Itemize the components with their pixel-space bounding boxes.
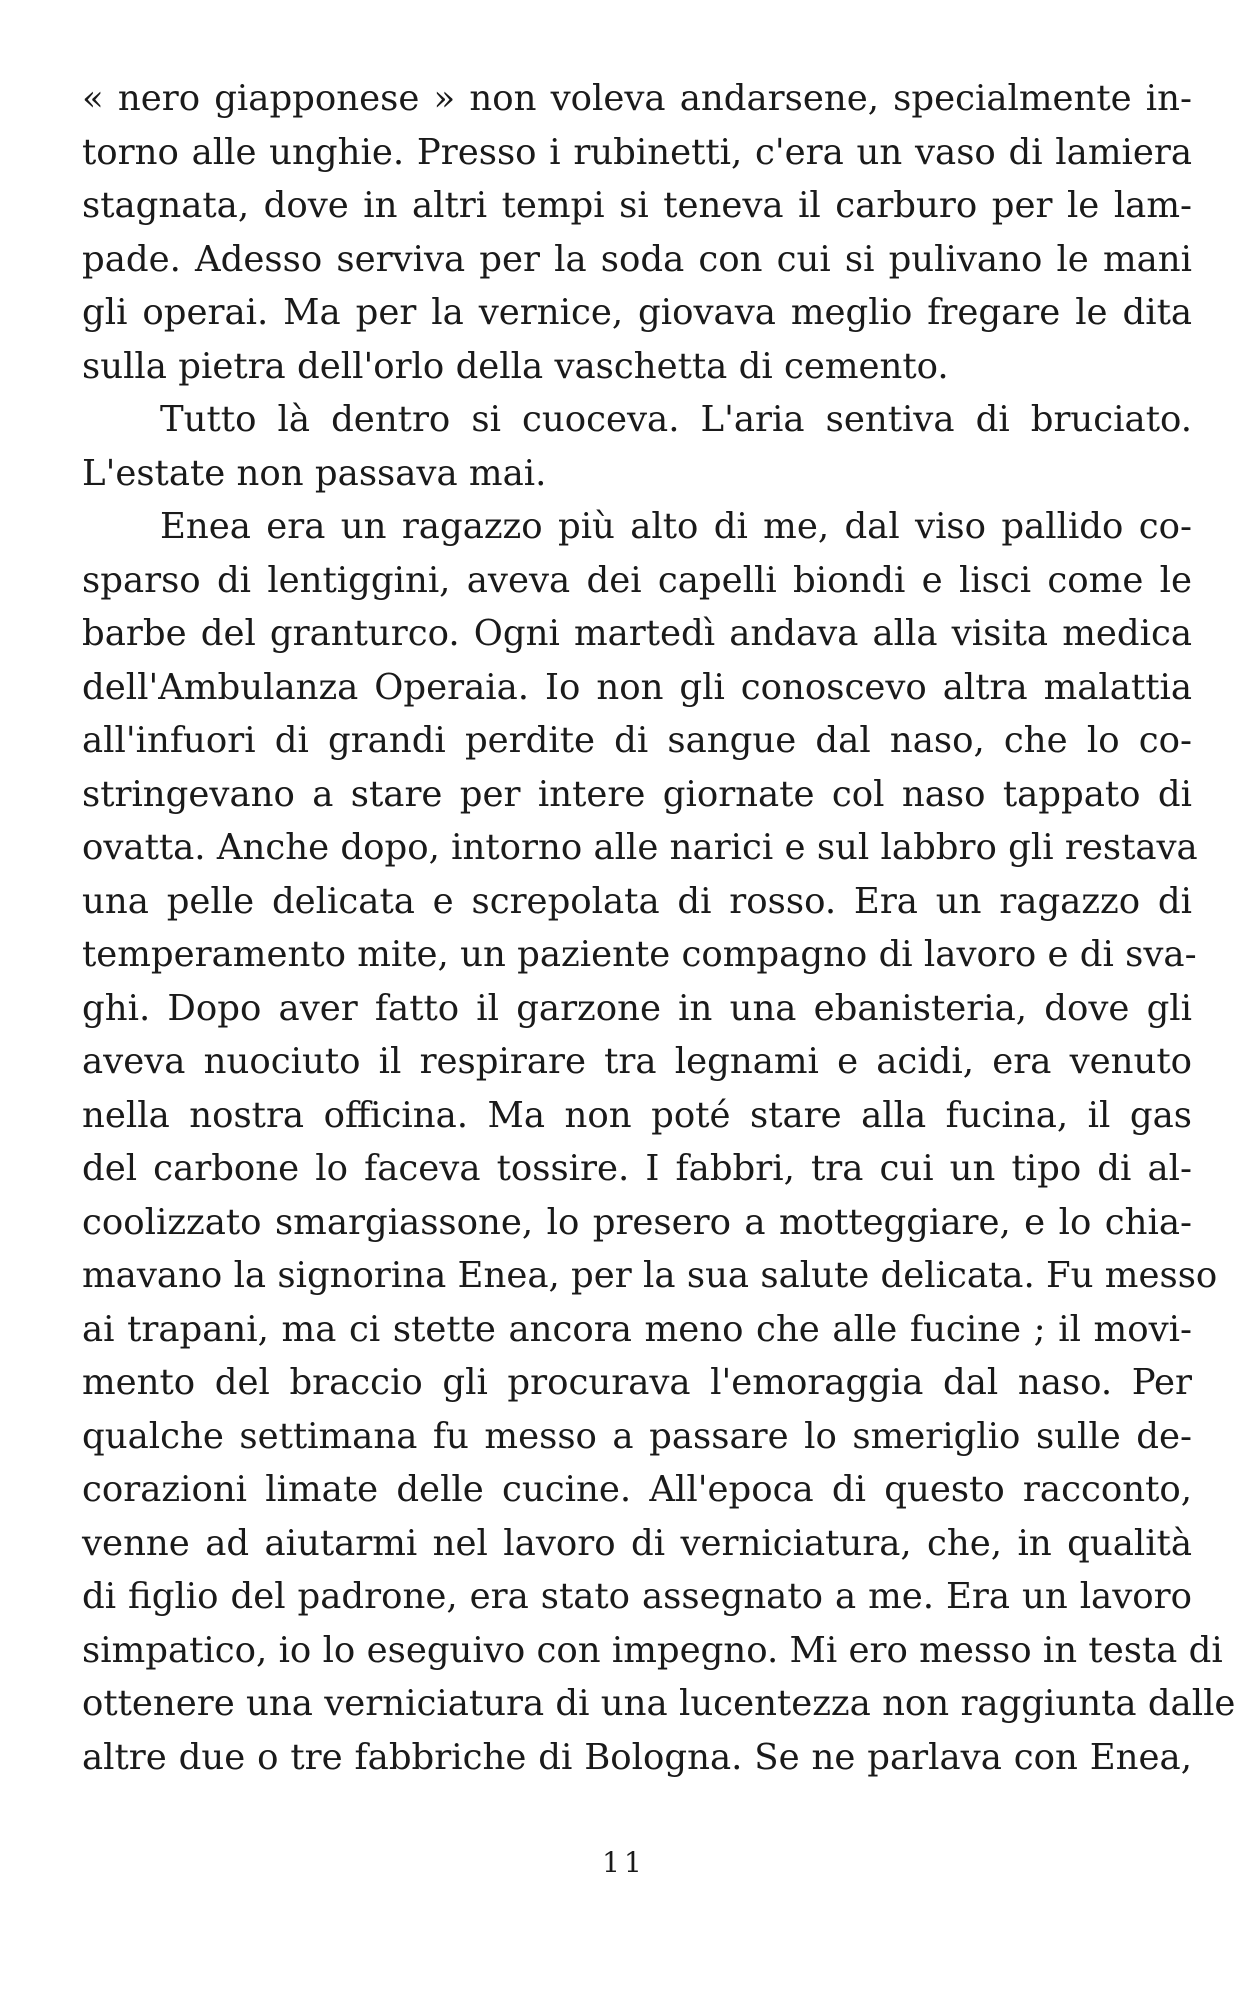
text-line: stagnata, dove in altri tempi si teneva il carburo per le lam- (82, 185, 1192, 226)
text-line: del carbone lo faceva tossire. I fabbri, tra cui un tipo di al- (82, 1148, 1192, 1189)
text-line: altre due o tre fabbriche di Bologna. Se ne parlava con Enea, (82, 1736, 1192, 1778)
text-line: pade. Adesso serviva per la soda con cui si pulivano le mani (82, 238, 1192, 280)
text-line: nella nostra officina. Ma non poté stare alla fucina, il gas (82, 1094, 1192, 1136)
text-line: simpatico, io lo eseguivo con impegno. Mi ero messo in testa di (82, 1629, 1223, 1671)
text-line: all'infuori di grandi perdite di sangue dal naso, che lo co- (82, 720, 1192, 761)
page-number: 11 (602, 1846, 646, 1879)
text-line: « nero giapponese » non voleva andarsene, specialmente in- (82, 78, 1192, 119)
text-line: corazioni limate delle cucine. All'epoca di questo racconto, (82, 1469, 1192, 1510)
text-line: mavano la signorina Enea, per la sua salute delicata. Fu messo (82, 1255, 1218, 1296)
text-line: L'estate non passava mai. (82, 452, 547, 494)
text-line: temperamento mite, un paziente compagno di lavoro e di sva- (82, 934, 1197, 975)
text-line: ghi. Dopo aver fatto il garzone in una ebanisteria, dove gli (82, 987, 1192, 1029)
text-line: Tutto là dentro si cuoceva. L'aria sentiva di bruciato. (160, 399, 1192, 440)
text-line: stringevano a stare per intere giornate col naso tappato di (82, 773, 1192, 815)
text-line: Enea era un ragazzo più alto di me, dal viso pallido co- (160, 506, 1192, 547)
text-line: sparso di lentiggini, aveva dei capelli biondi e lisci come le (82, 559, 1192, 601)
text-line: coolizzato smargiassone, lo presero a motteggiare, e lo chia- (82, 1201, 1192, 1243)
text-line: di figlio del padrone, era stato assegnato a me. Era un lavoro (82, 1576, 1192, 1617)
text-line: ovatta. Anche dopo, intorno alle narici e sul labbro gli restava (82, 827, 1198, 868)
text-line: barbe del granturco. Ogni martedì andava alla visita medica (82, 613, 1192, 654)
text-line: torno alle unghie. Presso i rubinetti, c'era un vaso di lamiera (82, 131, 1192, 173)
text-line: dell'Ambulanza Operaia. Io non gli conoscevo altra malattia (82, 666, 1192, 708)
text-line: aveva nuociuto il respirare tra legnami e acidi, era venuto (82, 1041, 1192, 1082)
text-line: ottenere una verniciatura di una lucentezza non raggiunta dalle (82, 1683, 1236, 1724)
text-line: gli operai. Ma per la vernice, giovava meglio fregare le dita (82, 292, 1192, 333)
text-line: qualche settimana fu messo a passare lo smeriglio sulle de- (82, 1415, 1192, 1457)
body-text (82, 72, 1236, 1784)
text-line: mento del braccio gli procurava l'emoraggia dal naso. Per (82, 1362, 1192, 1403)
text-line: una pelle delicata e screpolata di rosso. Era un ragazzo di (82, 880, 1192, 922)
text-line: venne ad aiutarmi nel lavoro di verniciatura, che, in qualità (82, 1522, 1192, 1564)
text-line: ai trapani, ma ci stette ancora meno che alle fucine ; il movi- (82, 1308, 1192, 1350)
text-line: sulla pietra dell'orlo della vaschetta di cemento. (82, 345, 949, 387)
